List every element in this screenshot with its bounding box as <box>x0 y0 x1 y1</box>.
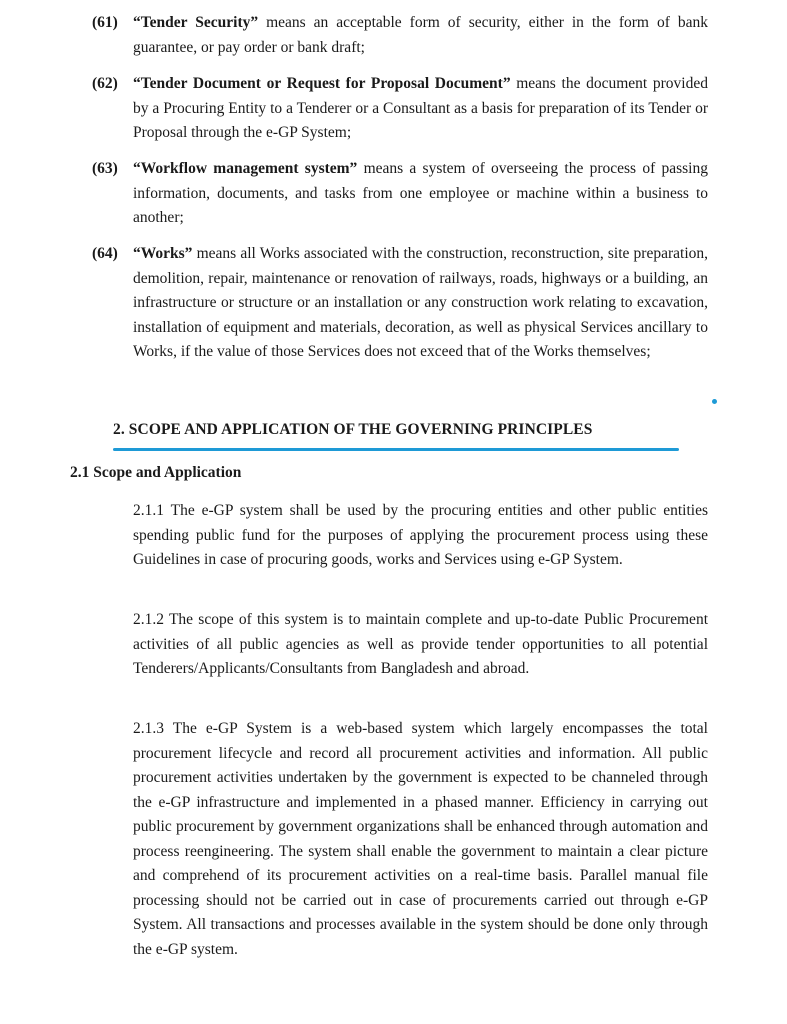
subsection-heading: 2.1 Scope and Application <box>70 464 242 481</box>
definition-number: (62) <box>92 75 118 92</box>
margin-dot-marker <box>712 399 717 404</box>
section-heading: 2. SCOPE AND APPLICATION OF THE GOVERNING PRINCIPLES <box>113 421 593 438</box>
definition-item-61 <box>92 11 708 60</box>
section-heading-block <box>113 421 679 453</box>
definition-body <box>133 157 708 231</box>
definition-body <box>133 11 708 60</box>
definition-number: (63) <box>92 160 118 177</box>
definition-item-63 <box>92 157 708 231</box>
definition-text: means all Works associated with the construction, reconstruction, site preparation, demolition, repair, maintenance or renovation of railways, roads, highways or a building, an infrastructure or structure or an installation or any construction work relating to excavation, installation of equipment and materials, decoration, as well as physical Services ancillary to Works, if the value of those Services does not exceed that of the Works themselves; <box>133 245 708 360</box>
definition-term: “Tender Security” <box>133 14 259 31</box>
paragraph-2-1-1: 2.1.1 The e-GP system shall be used by the procuring entities and other public entities spending public fund for the purposes of applying the procurement process using these Guidelines in case of procuring goods, works and Services using e-GP System. <box>133 502 708 568</box>
definition-number: (64) <box>92 245 118 262</box>
definition-body <box>133 72 708 146</box>
definition-body <box>133 242 708 365</box>
definition-term: “Tender Document or Request for Proposal Document” <box>133 75 511 92</box>
heading-underline <box>113 448 679 451</box>
definition-term: “Workflow management system” <box>133 160 358 177</box>
paragraph-2-1-3: 2.1.3 The e-GP System is a web-based system which largely encompasses the total procurement lifecycle and record all procurement activities and information. All public procurement activities undertaken by the government is expected to be channeled through the e-GP infrastructure and implemented in a phased manner. Efficiency in carrying out public procurement by government organizations shall be enhanced through automation and process reengineering. The system shall enable the government to maintain a clear picture and comprehend of its procurement activities on a real-time basis. Parallel manual file processing should not be carried out in case of procurements carried out through e-GP System. All transactions and processes available in the system should be done only through the e-GP system. <box>133 720 708 958</box>
definition-text: means an acceptable form of security, either in the form of bank guarantee, or pay order or bank draft; <box>133 14 708 56</box>
paragraph-2-1-2: 2.1.2 The scope of this system is to maintain complete and up-to-date Public Procurement activities of all public agencies as well as provide tender opportunities to all potential Tenderers/Applicants/Consultants from Bangladesh and abroad. <box>133 611 708 677</box>
definition-text: means the document provided by a Procuring Entity to a Tenderer or a Consultant as a basis for preparation of its Tender or Proposal through the e-GP System; <box>133 75 708 141</box>
definition-text: means a system of overseeing the process of passing information, documents, and tasks from one employee or machine within a business to another; <box>133 160 708 226</box>
definition-number: (61) <box>92 14 118 31</box>
definition-item-64 <box>92 242 708 365</box>
definition-item-62 <box>92 72 708 146</box>
definition-term: “Works” <box>133 245 193 262</box>
